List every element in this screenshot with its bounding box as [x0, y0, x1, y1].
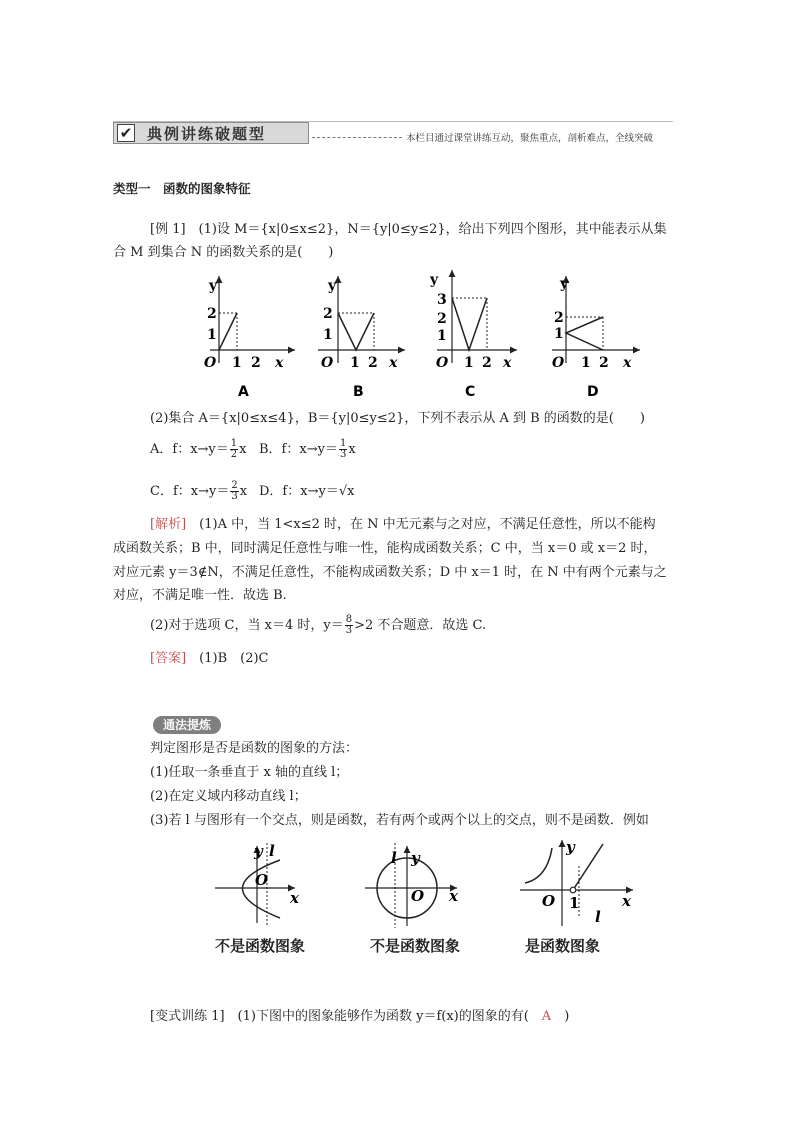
method-step2: (2)在定义域内移动直线 l； — [150, 789, 307, 804]
svg-text:2: 2 — [437, 311, 447, 327]
svg-text:1: 1 — [554, 326, 564, 342]
svg-text:1: 1 — [581, 355, 591, 371]
graph-b — [318, 276, 405, 400]
svg-text:2: 2 — [323, 306, 333, 322]
answer-tag: [答案] — [150, 651, 187, 666]
svg-text:x: x — [275, 355, 284, 371]
svg-text:3: 3 — [437, 292, 447, 308]
svg-text:2: 2 — [368, 355, 378, 371]
circle-example — [365, 843, 459, 928]
example1-line2: 合 M 到集合 N 的函数关系的是( ) — [113, 245, 334, 260]
svg-text:x: x — [623, 355, 632, 371]
banner-title: 典例讲练破题型 — [147, 125, 267, 143]
caption-not-function-1: 不是函数图象 — [215, 937, 306, 955]
banner-dash-line — [312, 137, 402, 138]
analysis-line2: 成函数关系；B 中，同时满足任意性与唯一性，能构成函数关系；C 中，当 x＝0 或 x＝2 时， — [113, 541, 657, 556]
banner-subtitle: 本栏目通过课堂讲练互动，聚焦重点，剖析难点，全线突破 — [406, 133, 654, 144]
svg-text:1: 1 — [569, 894, 580, 912]
graph-d-label: D — [587, 384, 599, 400]
svg-text:y: y — [328, 278, 337, 294]
svg-text:y: y — [411, 849, 420, 867]
option-b: B．f：x→y＝ $\frac{1}{3}$ x — [259, 438, 356, 460]
graph-b-label: B — [353, 384, 364, 400]
svg-text:l: l — [391, 849, 397, 867]
method-graphs — [205, 838, 645, 938]
answer-line: [答案] (1)B (2)C — [150, 651, 269, 666]
svg-text:1: 1 — [464, 355, 474, 371]
option-a: A．f：x→y＝ $\frac{1}{2}$ x — [150, 438, 247, 460]
svg-text:x: x — [622, 892, 631, 910]
variant-line: [变式训练 1] (1)下图中的图象能够作为函数 y＝f(x)的图象的有( A ) — [150, 1009, 570, 1024]
caption-not-function-2: 不是函数图象 — [370, 937, 461, 955]
svg-text:y: y — [254, 842, 263, 860]
option-c: C．f：x→y＝ $\frac{2}{3}$ x — [150, 480, 248, 502]
svg-text:O: O — [411, 887, 425, 905]
svg-text:l: l — [269, 842, 275, 860]
svg-text:O: O — [255, 871, 269, 889]
svg-text:O: O — [321, 355, 334, 371]
svg-text:2: 2 — [599, 355, 609, 371]
svg-text:O: O — [542, 892, 556, 910]
analysis-part2: (2)对于选项 C，当 x＝4 时，y＝ $\frac{8}{3}$ >2 不合题意．故选 C. — [150, 614, 487, 636]
svg-text:1: 1 — [350, 355, 360, 371]
svg-text:2: 2 — [251, 355, 261, 371]
graph-d — [552, 276, 640, 400]
graph-a-y-label: y — [209, 278, 218, 294]
method-intro: 判定图形是否是函数的图象的方法： — [150, 741, 359, 756]
svg-text:2: 2 — [207, 306, 217, 322]
svg-text:1: 1 — [437, 328, 447, 344]
svg-text:O: O — [204, 355, 217, 371]
svg-text:x: x — [389, 355, 398, 371]
example1-graphs — [195, 268, 655, 402]
svg-text:O: O — [552, 355, 565, 371]
caption-is-function: 是函数图象 — [525, 937, 601, 955]
svg-text:1: 1 — [323, 327, 333, 343]
piecewise-example — [520, 838, 633, 926]
parabola-example — [215, 842, 300, 926]
graph-c — [429, 270, 517, 400]
svg-text:2: 2 — [554, 310, 564, 326]
svg-text:O: O — [436, 355, 449, 371]
variant-answer: A — [541, 1009, 552, 1024]
example1-part2: (2)集合 A＝{x|0≤x≤4}，B＝{y|0≤y≤2}，下列不表示从 A 到 B 的函数的是( ) — [150, 411, 645, 426]
svg-text:2: 2 — [482, 355, 492, 371]
method-step1: (1)任取一条垂直于 x 轴的直线 l； — [150, 765, 349, 780]
method-badge: 通法提炼 — [153, 716, 221, 734]
graph-c-label: C — [465, 384, 476, 400]
svg-text:y: y — [430, 272, 439, 288]
svg-text:x: x — [290, 889, 299, 907]
analysis-tag: [解析] — [150, 517, 187, 532]
svg-text:1: 1 — [232, 355, 242, 371]
method-step3: (3)若 l 与图形有一个交点，则是函数，若有两个或两个以上的交点，则不是函数．例如 — [150, 813, 649, 828]
analysis-line1: [解析] (1)A 中，当 1<x≤2 时，在 N 中无元素与之对应，不满足任意性，所以不能构 — [150, 517, 656, 532]
svg-text:l: l — [595, 908, 601, 926]
svg-text:x: x — [449, 887, 458, 905]
svg-text:x: x — [503, 355, 512, 371]
analysis-line4: 对应，不满足唯一性．故选 B. — [113, 588, 287, 603]
svg-text:y: y — [560, 276, 569, 292]
option-d: D．f：x→y＝√x — [259, 484, 355, 499]
section-title: 类型一 函数的图象特征 — [113, 181, 251, 196]
analysis-line3: 对应元素 y＝3∉N，不满足任意性，不能构成函数关系；D 中 x＝1 时，在 N 中有两个元素与之 — [113, 565, 667, 580]
example1-line1: [例 1] (1)设 M＝{x|0≤x≤2}，N＝{y|0≤y≤2}，给出下列四个图形，其中能表示从集 — [150, 222, 667, 237]
svg-text:1: 1 — [207, 327, 217, 343]
graph-a — [204, 276, 295, 400]
svg-text:y: y — [566, 838, 575, 856]
graph-a-label: A — [238, 384, 249, 400]
checkmark-icon: ✔ — [117, 124, 135, 142]
